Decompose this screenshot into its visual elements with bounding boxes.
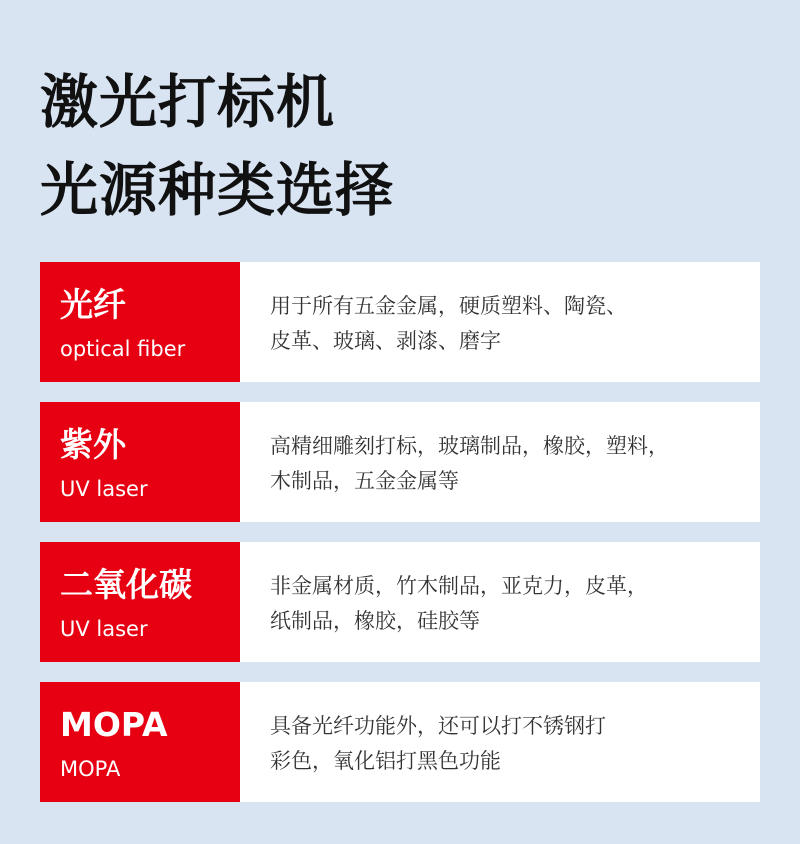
source-description: 具备光纤功能外，还可以打不锈钢打 彩色，氧化铝打黑色功能	[270, 714, 606, 773]
source-name-cn: 二氧化碳	[60, 565, 192, 604]
source-label	[40, 542, 240, 662]
list-item-mopa	[40, 682, 760, 802]
source-label	[40, 682, 240, 802]
source-name-en: MOPA	[60, 757, 121, 781]
source-name-en: UV laser	[60, 617, 148, 641]
source-name-cn: MOPA	[60, 705, 168, 744]
source-label	[40, 402, 240, 522]
source-name-cn: 紫外	[60, 425, 126, 464]
source-label	[40, 262, 240, 382]
source-description: 高精细雕刻打标，玻璃制品，橡胶，塑料， 木制品，五金金属等	[270, 434, 669, 493]
source-name-cn: 光纤	[60, 285, 126, 324]
list-item-fiber	[40, 262, 760, 382]
list-item-uv	[40, 402, 760, 522]
title-line-2: 光源种类选择	[40, 156, 395, 224]
source-description: 非金属材质，竹木制品，亚克力，皮革， 纸制品，橡胶，硅胶等	[270, 574, 648, 633]
light-source-list	[40, 262, 760, 822]
source-description: 用于所有五金金属，硬质塑料、陶瓷、 皮革、玻璃、剥漆、磨字	[270, 294, 627, 353]
page-title	[40, 58, 394, 234]
title-line-1: 激光打标机	[40, 68, 336, 136]
list-item-co2	[40, 542, 760, 662]
source-name-en: optical fiber	[60, 337, 186, 361]
source-name-en: UV laser	[60, 477, 148, 501]
